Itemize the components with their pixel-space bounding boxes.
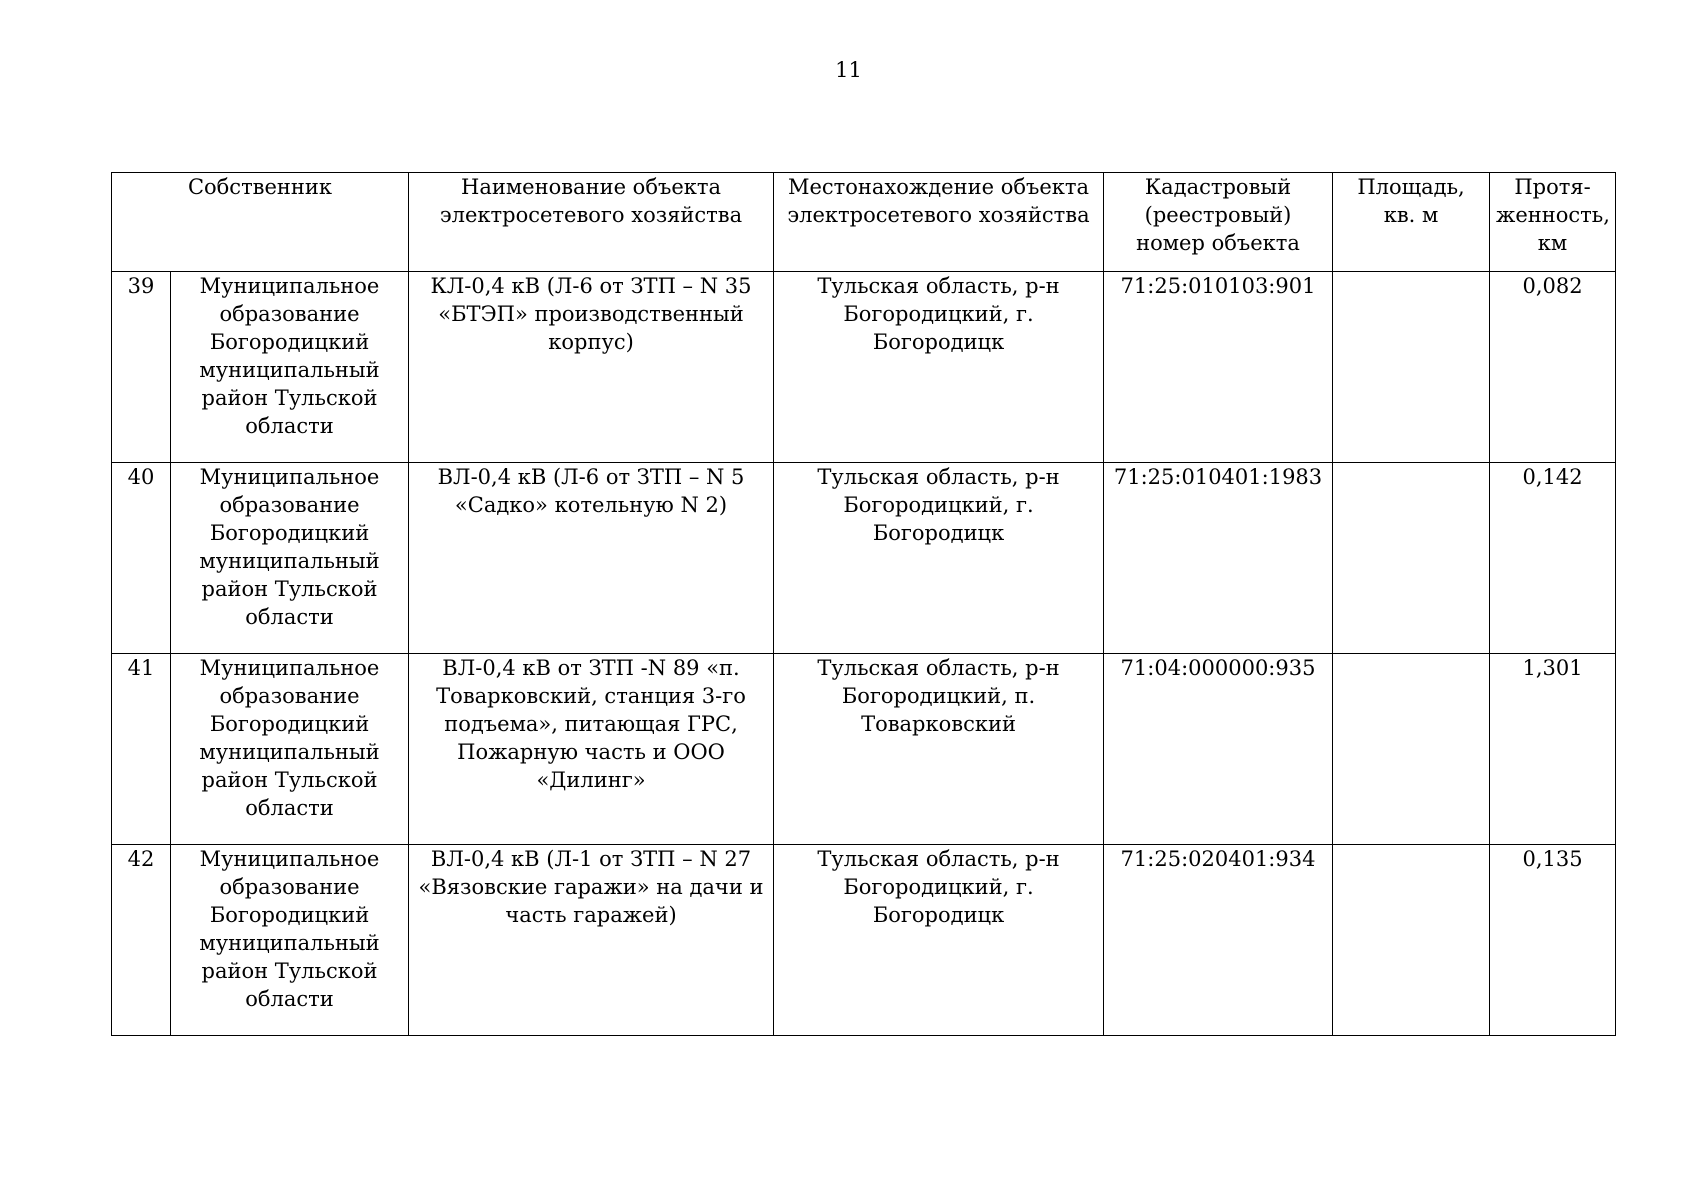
location-cell: Тульская область, р-н Богородицкий, г. Богородицк (774, 272, 1104, 463)
object-name-cell: ВЛ-0,4 кВ (Л-1 от ЗТП – N 27 «Вязовские гаражи» на дачи и часть гаражей) (409, 845, 774, 1036)
row-number: 41 (112, 654, 171, 845)
header-area: Площадь, кв. м (1333, 173, 1490, 272)
table-header-row (112, 173, 1616, 272)
header-length: Протя-женность, км (1490, 173, 1616, 272)
cadastral-cell: 71:25:020401:934 (1104, 845, 1333, 1036)
object-name-cell: ВЛ-0,4 кВ от ЗТП -N 89 «п. Товарковский, станция 3-го подъема», питающая ГРС, Пожарную часть и ООО «Дилинг» (409, 654, 774, 845)
registry-table (111, 172, 1616, 1036)
header-object-name: Наименование объекта электросетевого хозяйства (409, 173, 774, 272)
cadastral-cell: 71:25:010103:901 (1104, 272, 1333, 463)
owner-cell: Муниципальное образование Богородицкий муниципальный район Тульской области (171, 463, 409, 654)
area-cell (1333, 463, 1490, 654)
length-cell: 1,301 (1490, 654, 1616, 845)
header-owner: Собственник (112, 173, 409, 272)
owner-cell: Муниципальное образование Богородицкий муниципальный район Тульской области (171, 654, 409, 845)
table-row (112, 654, 1616, 845)
location-cell: Тульская область, р-н Богородицкий, п. Товарковский (774, 654, 1104, 845)
object-name-cell: КЛ-0,4 кВ (Л-6 от ЗТП – N 35 «БТЭП» производственный корпус) (409, 272, 774, 463)
owner-cell: Муниципальное образование Богородицкий муниципальный район Тульской области (171, 845, 409, 1036)
page-number: 11 (835, 58, 862, 82)
object-name-cell: ВЛ-0,4 кВ (Л-6 от ЗТП – N 5 «Садко» котельную N 2) (409, 463, 774, 654)
length-cell: 0,135 (1490, 845, 1616, 1036)
row-number: 39 (112, 272, 171, 463)
area-cell (1333, 272, 1490, 463)
area-cell (1333, 845, 1490, 1036)
length-cell: 0,142 (1490, 463, 1616, 654)
cadastral-cell: 71:04:000000:935 (1104, 654, 1333, 845)
table-row (112, 463, 1616, 654)
header-location: Местонахождение объекта электросетевого хозяйства (774, 173, 1104, 272)
area-cell (1333, 654, 1490, 845)
location-cell: Тульская область, р-н Богородицкий, г. Богородицк (774, 845, 1104, 1036)
cadastral-cell: 71:25:010401:1983 (1104, 463, 1333, 654)
location-cell: Тульская область, р-н Богородицкий, г. Богородицк (774, 463, 1104, 654)
table-row (112, 272, 1616, 463)
header-cadastral: Кадастровый (реестровый) номер объекта (1104, 173, 1333, 272)
row-number: 40 (112, 463, 171, 654)
owner-cell: Муниципальное образование Богородицкий муниципальный район Тульской области (171, 272, 409, 463)
row-number: 42 (112, 845, 171, 1036)
length-cell: 0,082 (1490, 272, 1616, 463)
table-row (112, 845, 1616, 1036)
